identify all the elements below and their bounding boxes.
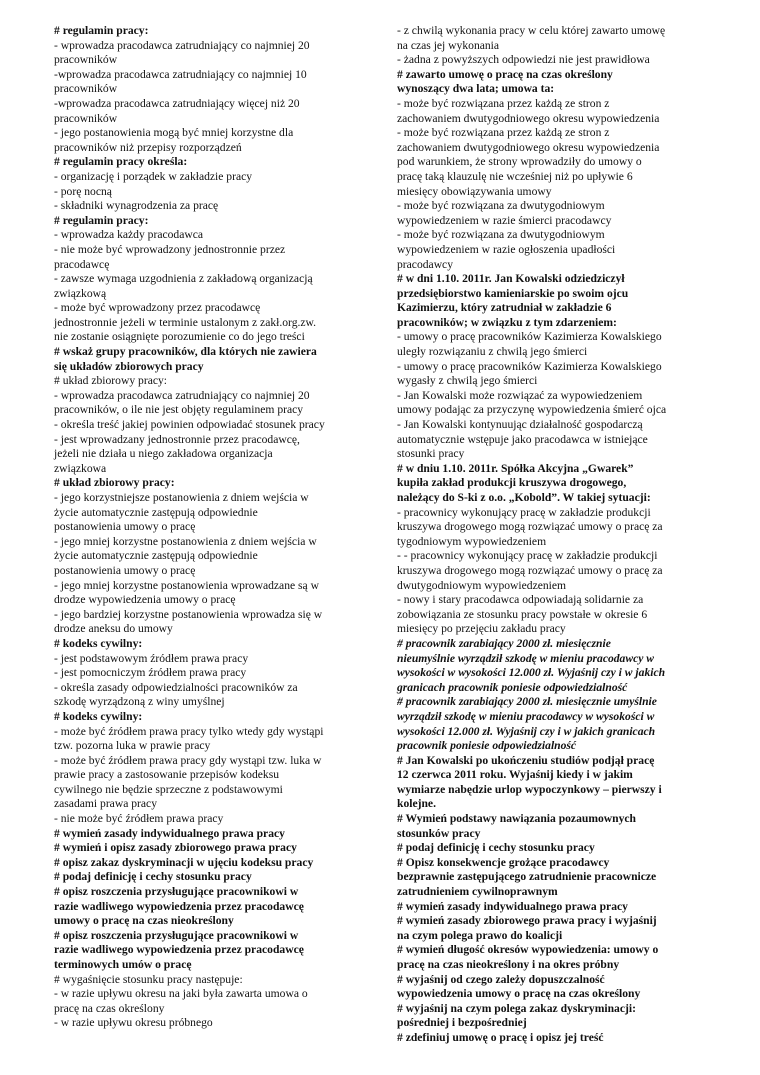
text-line: - nie może być wprowadzony jednostronnie przez [54,242,286,256]
heading-line: kupiła zakład produkcji kruszywa drogowego, [397,476,627,490]
text-line: - z chwilą wykonania pracy w celu której zawarto umowę [397,24,666,37]
text-line: pracodawcy [397,257,454,271]
heading-line: wypowiedzenia umowy o pracę na czas określony [397,987,641,1001]
text-line: - jest podstawowym źródłem prawa pracy [54,651,249,665]
text-line: - składniki wynagrodzenia za pracę [54,199,219,213]
heading-line: # regulamin pracy określa: [54,155,188,169]
text-line: cywilnego nie będzie sprzeczne z podstawowymi [54,782,283,796]
text-line: - umowy o pracę pracowników Kazimierza Kowalskiego [397,359,662,373]
text-line: -wprowadza pracodawca zatrudniający co najmniej 10 [54,67,307,81]
text-line: - jego mniej korzystne postanowienia z dniem wejścia w [54,534,317,548]
text-line: prawie pracy a zastosowanie przepisów kodeksu [54,768,280,782]
text-line: uległy rozwiązaniu z chwilą jego śmierci [397,345,588,359]
heading-line: razie wadliwego wypowiedzenia przez pracodawcę [54,943,304,957]
text-line: pracę na czas określony [54,1001,165,1015]
text-line: drodze aneksu do umowy [54,622,173,636]
text-line: pracowników [54,82,118,96]
heading-line: # zawarto umowę o pracę na czas określony [397,67,613,81]
text-line: automatycznie wstępuje jako pracodawca w istniejące [397,432,648,446]
text-line: - jest pomocniczym źródłem prawa pracy [54,666,247,680]
text-line: postanowienia umowy o pracę [54,520,196,534]
heading-line: Kazimierzu, który zatrudniał w zakładzie 6 [397,301,612,315]
heading-line: pośredniej i bezpośredniej [397,1016,527,1030]
heading-line: # Opisz konsekwencje grożące pracodawcy [397,855,610,869]
text-line: umowy podając za przyczynę wypowiedzenia śmierć ojca [397,403,667,417]
heading-line: # w dniu 1.10. 2011r. Spółka Akcyjna „Gwarek” [397,461,634,475]
text-line: - wprowadza pracodawca zatrudniający co najmniej 20 [54,388,310,402]
heading-line: wysokości w wysokości 12.000 zł. Wyjaśnij czy i w jakich [397,666,666,680]
heading-line: granicach pracownik poniesie odpowiedzialność [397,680,628,694]
heading-line: bezprawnie zastępującego zatrudnienie pracownicze [397,870,657,884]
text-line: - może być rozwiązana za dwutygodniowym [397,228,605,242]
text-line: - - pracownicy wykonujący pracę w zakładzie produkcji [397,549,658,563]
text-line: - może być źródłem prawa pracy tylko wtedy gdy wystąpi [54,724,324,738]
text-line: pracowników [54,111,118,125]
text-line: pod warunkiem, że strony wprowadziły do umowy o [397,155,642,169]
text-line: -wprowadza pracodawca zatrudniający więcej niż 20 [54,96,300,110]
text-line: - określa zasady odpowiedzialności pracowników za [54,680,298,694]
heading-line: # wymień zasady indywidualnego prawa pracy [54,826,285,840]
heading-line: # wymień i opisz zasady zbiorowego prawa pracy [54,841,297,855]
heading-line: # opisz zakaz dyskryminacji w ujęciu kodeksu pracy [54,855,314,869]
text-line: pracę taką klauzulę nie wcześniej niż po upływie 6 [397,169,633,183]
text-line: pracowników, o ile nie jest objęty regulaminem pracy [54,403,304,417]
heading-line: przedsiębiorstwo kamieniarskie po swoim ojcu [397,286,629,300]
heading-line: # kodeks cywilny: [54,636,143,650]
text-line: na czas jej wykonania [397,38,500,52]
heading-line: umowy o pracę na czas nieokreślony [54,914,234,928]
text-line: kruszywa drogowego mogą rozwiązać umowy o pracę za [397,520,663,534]
text-line: nie zostanie osiągnięte porozumienie co do jego treści [54,330,305,344]
text-line: - określa treść jakiej powinien odpowiadać stosunek pracy [54,418,325,432]
heading-line: wysokości 12.000 zł. Wyjaśnij czy i w jakich granicach [397,724,656,738]
heading-line: wynoszący dwa lata; umowa ta: [397,82,555,96]
text-line: - jego korzystniejsze postanowienia z dniem wejścia w [54,491,309,504]
text-line: pracowników [54,53,118,67]
heading-line: pracowników; w związku z tym zdarzeniem: [397,315,617,329]
heading-line: stosunków pracy [397,826,481,840]
text-line: jednostronnie jeżeli w terminie ustalonym z zakł.org.zw. [54,315,317,329]
text-line: zobowiązania ze stosunku pracy powstałe w okresie 6 [397,607,648,621]
heading-line: # w dni 1.10. 2011r. Jan Kowalski odziedziczył [397,272,625,286]
text-line: postanowienia umowy o pracę [54,563,196,577]
left-column [54,24,370,1031]
text-line: - może być źródłem prawa pracy gdy wystąpi tzw. luka w [54,753,322,767]
heading-line: # wskaż grupy pracowników, dla których nie zawiera [54,345,317,359]
text-line: - porę nocną [54,184,112,198]
heading-line: terminowych umów o pracę [54,958,192,971]
text-line: miesięcy obowiązywania umowy [397,184,552,198]
heading-line: # podaj definicję i cechy stosunku pracy [397,841,595,855]
text-line: zasadami prawa pracy [54,797,157,811]
text-line: - żadna z powyższych odpowiedzi nie jest prawidłowa [397,53,650,67]
heading-line: # opisz roszczenia przysługujące pracownikowi w [54,885,299,899]
right-column [397,24,715,1046]
text-line: związkowa [54,461,107,475]
text-line: - może być wprowadzony przez pracodawcę [54,301,261,315]
text-line: zachowaniem dwutygodniowego okresu wypowiedzenia [397,140,660,154]
heading-line: nieumyślnie wyrządził szkodę w mieniu pracodawcy w [397,651,655,665]
text-line: - jest wprowadzany jednostronnie przez pracodawcę, [54,432,300,446]
text-line: szkodę wyrządzoną z winy umyślnej [54,695,225,709]
heading-line: # układ zbiorowy pracy: [54,476,175,490]
text-line: związkową [54,286,107,300]
text-line: wypowiedzeniem w razie śmierci pracodawcy [397,213,612,227]
heading-line: # Jan Kowalski po ukończeniu studiów podjął pracę [397,753,655,767]
heading-line: razie wadliwego wypowiedzenia przez pracodawcę [54,899,304,913]
heading-line: # pracownik zarabiający 2000 zł. miesięcznie [397,636,611,650]
text-line: życie automatycznie zastępują odpowiednie [54,505,258,519]
text-line: pracodawcę [54,257,110,271]
text-line: dwutygodniowym wypowiedzeniem [397,578,567,592]
text-line: - Jan Kowalski może rozwiązać za wypowiedzeniem [397,388,643,402]
text-line: - wprowadza każdy pracodawca [54,228,204,242]
text-line: miesięcy po przejęciu zakładu pracy [397,622,566,636]
heading-line: # zdefiniuj umowę o pracę i opisz jej treść [397,1030,604,1044]
heading-line: pracę na czas nieokreślony i na okres próbny [397,958,620,971]
text-line: - nie może być źródłem prawa pracy [54,812,224,826]
text-line: - może być rozwiązana za dwutygodniowym [397,199,605,213]
heading-line: # regulamin pracy: [54,24,149,37]
heading-line: się układów zbiorowych pracy [54,359,204,373]
heading-line: wymiarze nabędzie urlop wypoczynkowy – pierwszy i [397,782,662,796]
text-line: - może być rozwiązana przez każdą ze stron z [397,96,610,110]
heading-line: # wymień długość okresów wypowiedzenia: umowy o [397,943,659,957]
heading-line: wyrządził szkodę w mieniu pracodawcy w wysokości w [397,709,655,723]
heading-line: # Wymień podstawy nawiązania pozaumownych [397,812,636,826]
text-line: wypowiedzeniem w razie ogłoszenia upadłości [397,242,616,256]
text-line: - pracownicy wykonujący pracę w zakładzie produkcji [397,505,651,519]
text-line: - jego mniej korzystne postanowienia wprowadzane są w [54,578,319,592]
heading-line: 12 czerwca 2011 roku. Wyjaśnij kiedy i w jakim [397,768,633,782]
text-line: - jego bardziej korzystne postanowienia wprowadza się w [54,607,323,621]
text-line: - wprowadza pracodawca zatrudniający co najmniej 20 [54,38,310,52]
text-line: jeżeli nie działa u niego zakładowa organizacja [54,447,273,461]
text-line: - organizację i porządek w zakładzie pracy [54,169,253,183]
heading-line: # opisz roszczenia przysługujące pracownikowi w [54,928,299,942]
text-line: stosunki pracy [397,447,465,461]
heading-line: # pracownik zarabiający 2000 zł. miesięcznie umyślnie [397,695,657,709]
text-line: tygodniowym wypowiedzeniem [397,534,547,548]
text-line: - Jan Kowalski kontynuując działalność gospodarczą [397,418,643,432]
heading-line: należący do S-ki z o.o. „Kobold”. W takiej sytuacji: [397,491,651,504]
heading-line: # wyjaśnij na czym polega zakaz dyskryminacji: [397,1001,636,1015]
text-line: drodze wypowiedzenia umowy o pracę [54,593,236,607]
heading-line: kolejne. [397,797,436,811]
text-line: wygasły z chwilą jego śmierci [397,374,538,388]
heading-line: na czym polega prawo do koalicji [397,928,563,942]
text-line: pracowników niż przepisy rozporządzeń [54,140,242,154]
text-line: # wygaśnięcie stosunku pracy następuje: [54,972,243,986]
text-line: - w razie upływu okresu na jaki była zawarta umowa o [54,987,308,1001]
heading-line: # wymień zasady indywidualnego prawa pracy [397,899,628,913]
text-line: - nowy i stary pracodawca odpowiadają solidarnie za [397,593,644,607]
text-line: życie automatycznie zastępują odpowiednie [54,549,258,563]
text-line: - umowy o pracę pracowników Kazimierza Kowalskiego [397,330,662,344]
heading-line: zatrudnieniem cywilnoprawnym [397,885,558,899]
text-line: # układ zbiorowy pracy: [54,374,168,388]
text-line: - zawsze wymaga uzgodnienia z zakładową organizacją [54,272,313,286]
text-line: - w razie upływu okresu próbnego [54,1016,213,1030]
heading-line: # regulamin pracy: [54,213,149,227]
text-line: - może być rozwiązana przez każdą ze stron z [397,126,610,140]
heading-line: # wymień zasady zbiorowego prawa pracy i wyjaśnij [397,914,657,928]
heading-line: # podaj definicję i cechy stosunku pracy [54,870,252,884]
text-line: kruszywa drogowego mogą rozwiązać umowy o pracę za [397,563,663,577]
text-line: tzw. pozorna luka w prawie pracy [54,739,211,753]
heading-line: # kodeks cywilny: [54,709,143,723]
text-line: zachowaniem dwutygodniowego okresu wypowiedzenia [397,111,660,125]
heading-line: # wyjaśnij od czego zależy dopuszczalność [397,972,605,986]
text-line: - jego postanowienia mogą być mniej korzystne dla [54,126,294,140]
heading-line: pracownik poniesie odpowiedzialność [397,739,577,753]
